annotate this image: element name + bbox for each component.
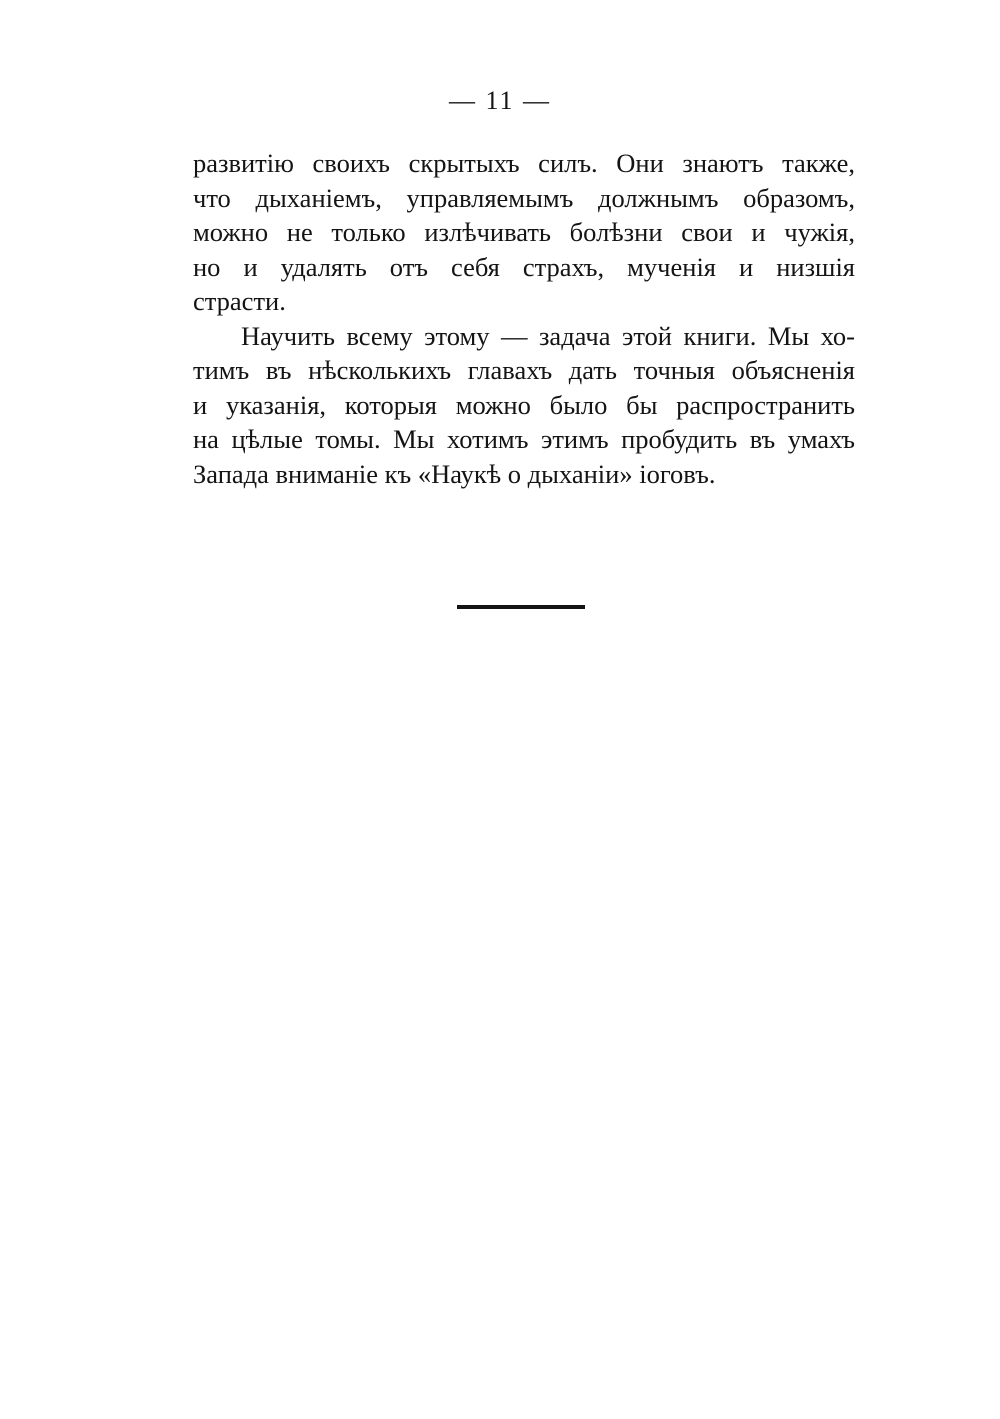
text-line: развитію своихъ скрытыхъ силъ. Они знаютъ также,: [193, 148, 855, 178]
end-divider: [457, 605, 585, 609]
text-line: и указанія, которыя можно было бы распространить: [193, 389, 855, 420]
paragraph: [193, 146, 855, 319]
text-line: Запада вниманіе къ «Наукѣ о дыханіи» іоговъ.: [193, 458, 716, 489]
text-line: но и удалять отъ себя страхъ, мученія и низшія: [193, 251, 855, 282]
text-line: можно не только излѣчивать болѣзни свои и чужія,: [193, 217, 855, 247]
text-line: что дыханіемъ, управляемымъ должнымъ образомъ,: [193, 182, 855, 213]
body-text: [193, 146, 855, 491]
text-line: тимъ въ нѣсколькихъ главахъ дать точныя объясненія: [193, 355, 855, 385]
text-line: Научить всему этому — задача этой книги. Мы хо-: [241, 320, 855, 351]
text-line: на цѣлые томы. Мы хотимъ этимъ пробудить въ умахъ: [193, 424, 855, 454]
paragraph: [193, 319, 855, 492]
text-line: страсти.: [193, 286, 286, 316]
page-number: — 11 —: [448, 86, 552, 115]
